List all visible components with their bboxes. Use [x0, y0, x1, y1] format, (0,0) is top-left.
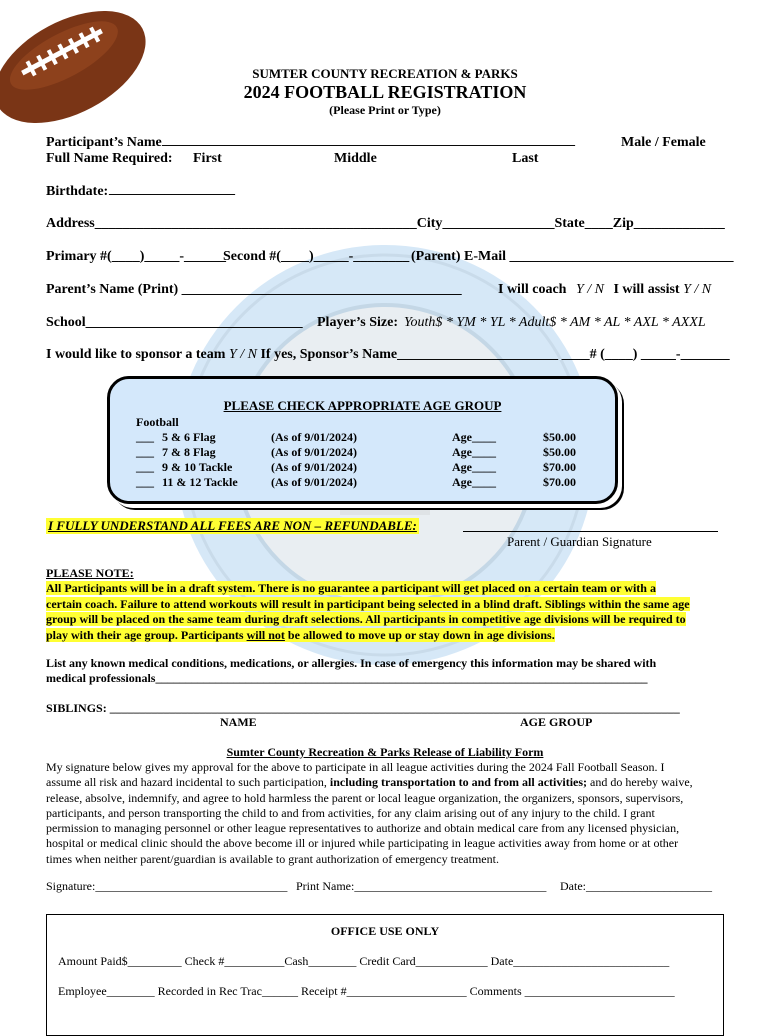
- participant-name-label: Participant’s Name: [46, 135, 162, 150]
- age-group-asof: (As of 9/01/2024): [271, 445, 357, 459]
- coach-row: [498, 282, 711, 298]
- sponsor-label: I would like to sponsor a team: [46, 347, 226, 362]
- age-group-checkbox[interactable]: ___: [136, 475, 154, 489]
- release-body: [46, 760, 736, 867]
- please-note-body: [46, 581, 726, 643]
- gender-option[interactable]: Male / Female: [621, 135, 706, 150]
- age-group-name: 5 & 6 Flag: [162, 430, 216, 444]
- age-group-fee: $70.00: [543, 475, 576, 489]
- assist-yn-option[interactable]: Y / N: [683, 282, 712, 297]
- last-name-caption: Last: [512, 151, 539, 166]
- release-line-5: permission to managing personnel or other league representatives to authorize and obtain medical care from any licensed physician,: [46, 821, 680, 836]
- note-will-not: will not: [246, 627, 285, 642]
- signature-field[interactable]: Signature:________________________________: [46, 879, 288, 893]
- guardian-signature-field[interactable]: [463, 531, 718, 532]
- full-name-required-label: Full Name Required:: [46, 151, 173, 166]
- age-group-checkbox[interactable]: ___: [136, 430, 154, 444]
- office-use-box: [46, 914, 724, 1036]
- parent-email-field[interactable]: (Parent) E-Mail ________________________________: [411, 249, 734, 264]
- note-line-4a: play with their age group. Participants: [46, 627, 247, 642]
- primary-phone-field[interactable]: Primary #(____)_____-______: [46, 249, 227, 264]
- release-line-4: participants, and person transporting the child to and from activities, for any claim arising out of any injury to the child. I grant: [46, 805, 655, 820]
- birthdate-field[interactable]: __________________: [109, 182, 235, 197]
- office-employee-row[interactable]: Employee________ Recorded in Rec Trac______ Receipt #____________________ Comments _________________________: [58, 984, 675, 998]
- second-phone-field[interactable]: Second #(____)_____-________: [223, 249, 410, 264]
- middle-name-caption: Middle: [334, 151, 377, 166]
- address-field[interactable]: ______________________________________________: [94, 216, 417, 231]
- city-label: City: [416, 216, 443, 231]
- release-line-3: release, absolve, indemnify, and agree to hold harmless the parent or local league organization, the organizers, sponsors, supervisors,: [46, 790, 684, 805]
- release-title: Sumter County Recreation & Parks Release of Liability Form: [226, 745, 544, 759]
- parent-name-field[interactable]: Parent’s Name (Print) ________________________________________: [46, 282, 462, 297]
- coach-label: I will coach: [498, 282, 567, 297]
- note-line-4c: be allowed to move up or stay down in age divisions.: [284, 627, 555, 642]
- players-size-options[interactable]: Youth$ * YM * YL * Adult$ * AM * AL * AXL * AXXL: [404, 315, 706, 330]
- age-group-name: 11 & 12 Tackle: [162, 475, 238, 489]
- address-label: Address: [46, 216, 95, 231]
- sponsor-yn-option[interactable]: Y / N: [228, 347, 257, 362]
- age-group-fee: $70.00: [543, 460, 576, 474]
- age-group-heading: PLEASE CHECK APPROPRIATE AGE GROUP: [223, 398, 502, 413]
- age-group-age-field[interactable]: Age____: [452, 430, 496, 444]
- org-name: SUMTER COUNTY RECREATION & PARKS: [252, 66, 518, 81]
- age-group-age-field[interactable]: Age____: [452, 475, 496, 489]
- note-line-3: group will be placed on the same team during draft selections. All participants in competitive age divisions will be required to: [46, 612, 686, 626]
- release-line-2a: assume all risk and hazard incidental to such participation,: [46, 775, 330, 790]
- age-group-name: 9 & 10 Tackle: [162, 460, 233, 474]
- siblings-name-caption: NAME: [220, 715, 257, 729]
- city-field[interactable]: ________________: [442, 216, 555, 231]
- non-refundable-statement: I FULLY UNDERSTAND ALL FEES ARE NON – REFUNDABLE:: [48, 518, 417, 533]
- print-name-field[interactable]: Print Name:________________________________: [296, 879, 547, 893]
- sponsor-name-field[interactable]: If yes, Sponsor’s Name_______________________ ____# (____) _____-_______: [260, 347, 730, 362]
- medical-conditions-label: List any known medical conditions, medications, or allergies. In case of emergency this information may be shared with: [46, 656, 657, 670]
- sponsor-row: [46, 347, 730, 363]
- assist-label: I will assist: [613, 282, 680, 297]
- release-line-6: hospital or medical clinic should the above become ill or injured while participating in league activities away from home or at other: [46, 836, 679, 851]
- coach-yn-option[interactable]: Y / N: [575, 282, 604, 297]
- age-group-asof: (As of 9/01/2024): [271, 430, 357, 444]
- age-group-checkbox[interactable]: ___: [136, 445, 154, 459]
- page-subtitle: (Please Print or Type): [329, 103, 441, 117]
- release-line-2b: including transportation to and from all activities;: [329, 775, 588, 790]
- medical-conditions-field[interactable]: medical professionals__________________________________________________________________________________: [46, 671, 648, 685]
- siblings-age-group-caption: AGE GROUP: [520, 715, 593, 729]
- birthdate-label: Birthdate:: [46, 184, 109, 199]
- page-title: 2024 FOOTBALL REGISTRATION: [243, 82, 527, 102]
- guardian-signature-caption: Parent / Guardian Signature: [507, 534, 652, 549]
- please-note-heading: PLEASE NOTE:: [46, 566, 134, 580]
- age-group-asof: (As of 9/01/2024): [271, 475, 357, 489]
- date-field[interactable]: Date:_____________________: [560, 879, 712, 893]
- state-label: State: [554, 216, 585, 231]
- age-group-box: [107, 376, 618, 504]
- address-row: [46, 216, 725, 232]
- age-group-asof: (As of 9/01/2024): [271, 460, 357, 474]
- state-field[interactable]: ____: [584, 216, 613, 231]
- zip-label: Zip: [612, 216, 634, 231]
- siblings-field[interactable]: SIBLINGS: _______________________________________________________________________________________________: [46, 701, 680, 715]
- zip-field[interactable]: _____________: [633, 216, 725, 231]
- school-field[interactable]: School_______________________________: [46, 315, 303, 330]
- first-name-caption: First: [193, 151, 222, 166]
- release-line-1: My signature below gives my approval for the above to participate in all league activities during the 2024 Fall Football Season. I: [46, 760, 665, 774]
- participant-name-field[interactable]: ___________________________________________________________: [162, 133, 575, 148]
- age-group-fee: $50.00: [543, 430, 576, 444]
- office-use-title: OFFICE USE ONLY: [330, 924, 440, 938]
- release-line-7: times when neither parent/guardian is available to grant authorization of emergency treatment.: [46, 851, 499, 866]
- football-label: Football: [136, 415, 179, 429]
- age-group-fee: $50.00: [543, 445, 576, 459]
- age-group-age-field[interactable]: Age____: [452, 445, 496, 459]
- release-line-2c: and do hereby waive,: [587, 775, 693, 790]
- age-group-name: 7 & 8 Flag: [162, 445, 216, 459]
- office-payment-row[interactable]: Amount Paid$_________ Check #__________Cash________ Credit Card____________ Date__________________________: [58, 954, 670, 968]
- note-line-1: All Participants will be in a draft system. There is no guarantee a participant will get placed on a certain team or with a: [46, 581, 656, 595]
- players-size-label: Player’s Size:: [317, 315, 398, 330]
- age-group-age-field[interactable]: Age____: [452, 460, 496, 474]
- age-group-checkbox[interactable]: ___: [136, 460, 154, 474]
- note-line-2: certain coach. Failure to attend workouts will result in participant being selected in a blind draft. Siblings within the same age: [46, 596, 690, 611]
